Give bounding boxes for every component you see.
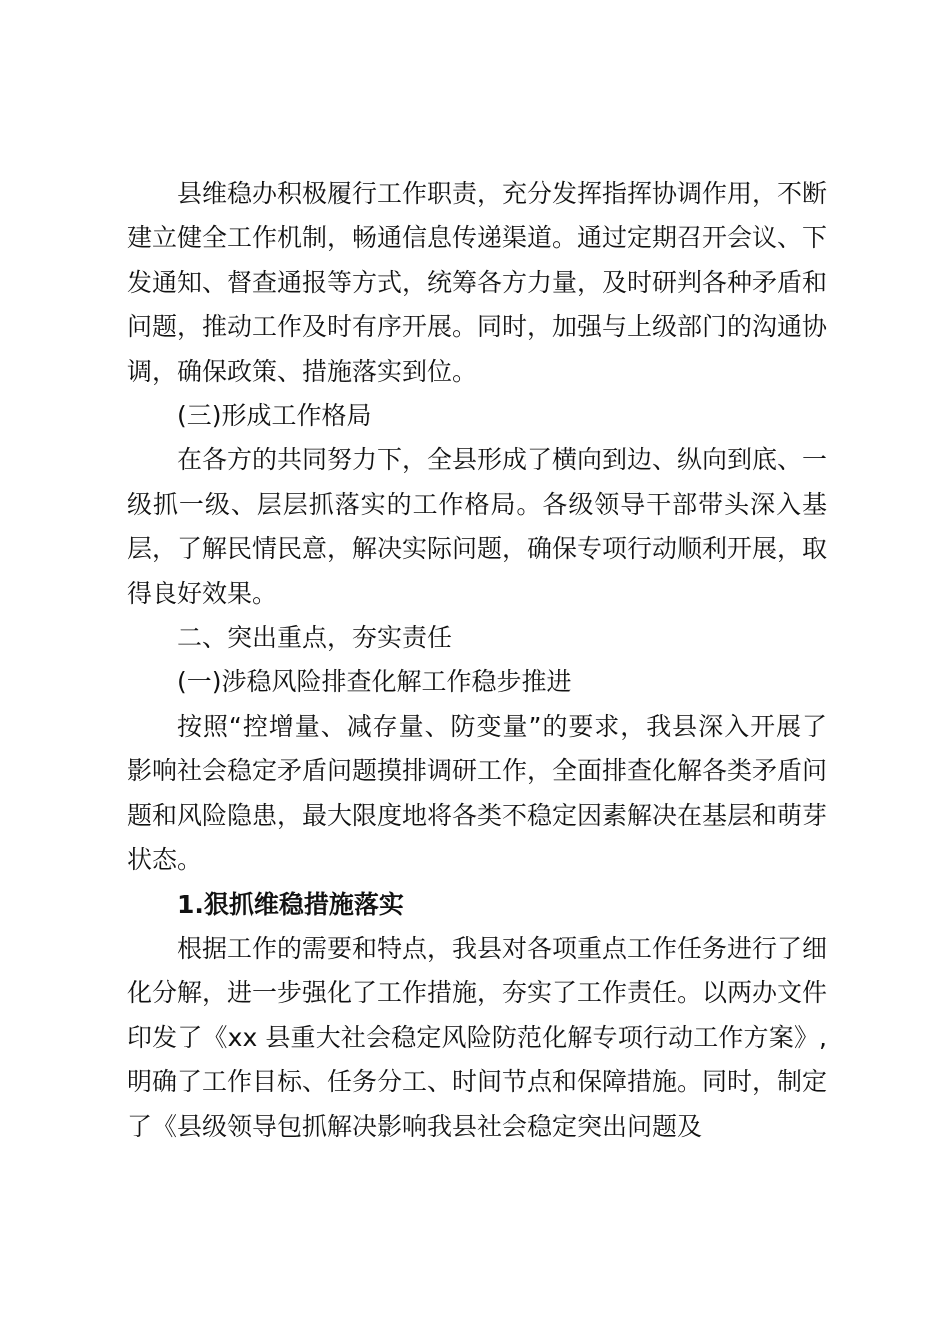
paragraph-measures: 根据工作的需要和特点，我县对各项重点工作任务进行了细化分解，进一步强化了工作措施，夯实了工作责任。以两办文件印发了《xx 县重大社会稳定风险防范化解专项行动工作方案》,明确了工作目标、任务分工、时间节点和保障措施。同时，制定了《县级领导包抓解决影响我县社会稳定突出问题及 [127,933,828,1141]
subheading-work-pattern: (三)形成工作格局 [177,401,372,431]
paragraph-work-pattern: 在各方的共同努力下，全县形成了横向到边、纵向到底、一级抓一级、层层抓落实的工作格局。各级领导干部带头深入基层，了解民情民意，解决实际问题，确保专项行动顺利开展，取得良好效果。 [127,445,828,608]
subheading-measures: 1.狠抓维稳措施落实 [177,889,404,919]
paragraph-risk-investigation: 按照“控增量、减存量、防变量”的要求，我县深入开展了影响社会稳定矛盾问题摸排调研工作，全面排查化解各类矛盾问题和风险隐患，最大限度地将各类不稳定因素解决在基层和萌芽状态。 [127,711,828,875]
paragraph-work-duties: 县维稳办积极履行工作职责，充分发挥指挥协调作用，不断建立健全工作机制，畅通信息传递渠道。通过定期召开会议、下发通知、督查通报等方式，统筹各方力量，及时研判各种矛盾和问题，推动工作及时有序开展。同时，加强与上级部门的沟通协调，确保政策、措施落实到位。 [127,179,828,386]
subheading-risk-investigation: (一)涉稳风险排查化解工作稳步推进 [177,667,572,697]
document-body [127,172,827,1149]
section-heading-two: 二、突出重点，夯实责任 [177,623,453,653]
